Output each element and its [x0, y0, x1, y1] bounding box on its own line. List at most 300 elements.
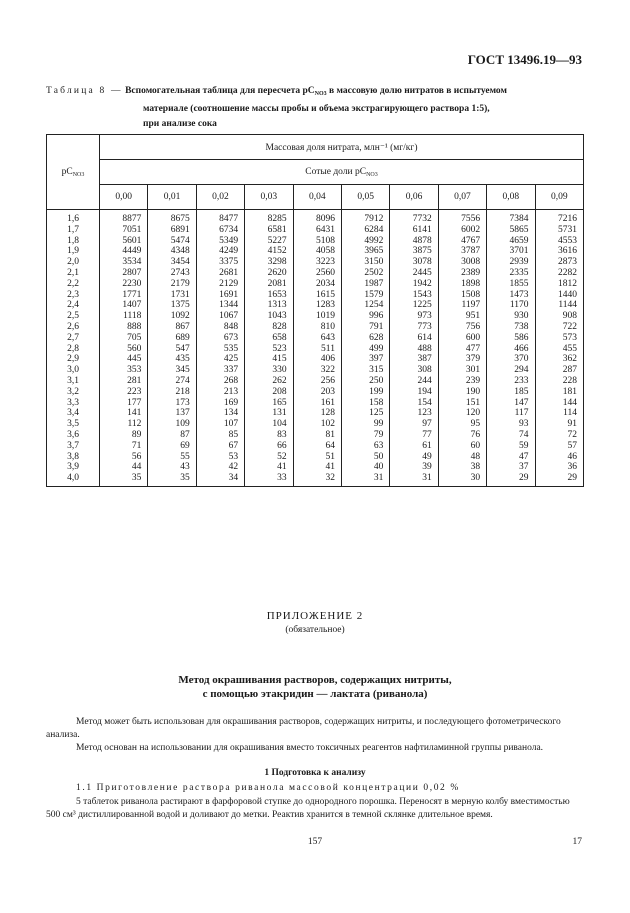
table-cell: 107: [196, 419, 244, 430]
table-cell: 244: [390, 376, 438, 387]
table-cell: 71: [100, 441, 148, 452]
caption-sub: NO: [314, 91, 324, 97]
table-cell: 74: [487, 430, 535, 441]
table-cell: 36: [535, 462, 583, 473]
table-cell: 511: [293, 344, 341, 355]
table-cell: 268: [196, 376, 244, 387]
table-cell: 722: [535, 322, 583, 333]
table-cell: 315: [341, 365, 389, 376]
table-cell: 322: [293, 365, 341, 376]
column-header: 0,01: [148, 185, 196, 210]
table-cell: 199: [341, 387, 389, 398]
table-row: [47, 354, 584, 365]
table-cell: 77: [390, 430, 438, 441]
table-cell: 1197: [438, 300, 486, 311]
page-number: 157: [307, 837, 323, 847]
sheet-number: 17: [572, 837, 582, 847]
table-cell: 56: [100, 452, 148, 463]
table-cell: 87: [148, 430, 196, 441]
row-pc-value: 2,7: [47, 333, 100, 344]
table-cell: 173: [148, 398, 196, 409]
table-cell: 888: [100, 322, 148, 333]
table-cell: 3787: [438, 246, 486, 257]
table-cell: 250: [341, 376, 389, 387]
table-cell: 158: [341, 398, 389, 409]
caption-title-2: в массовую долю нитратов в испытуемом: [326, 86, 507, 96]
table-cell: 213: [196, 387, 244, 398]
table-cell: 600: [438, 333, 486, 344]
table-cell: 34: [196, 473, 244, 486]
table-cell: 828: [245, 322, 293, 333]
table-cell: 165: [245, 398, 293, 409]
table-cell: 2335: [487, 268, 535, 279]
table-cell: 1375: [148, 300, 196, 311]
appendix-title: ПРИЛОЖЕНИЕ 2: [266, 610, 364, 622]
table-cell: 85: [196, 430, 244, 441]
table-cell: 2873: [535, 257, 583, 268]
table-cell: 1092: [148, 311, 196, 322]
table-cell: 6734: [196, 225, 244, 236]
table-cell: 3375: [196, 257, 244, 268]
table-cell: 2620: [245, 268, 293, 279]
table-cell: 8285: [245, 210, 293, 225]
table-cell: 1653: [245, 290, 293, 301]
table-cell: 102: [293, 419, 341, 430]
table-cell: 3616: [535, 246, 583, 257]
row-pc-value: 2,2: [47, 279, 100, 290]
table-cell: 109: [148, 419, 196, 430]
table-cell: 37: [487, 462, 535, 473]
table-cell: 123: [390, 408, 438, 419]
table-cell: 973: [390, 311, 438, 322]
table-cell: 294: [487, 365, 535, 376]
table-cell: 274: [148, 376, 196, 387]
table-row: [47, 236, 584, 247]
table-cell: 397: [341, 354, 389, 365]
table-row: [47, 257, 584, 268]
row-pc-value: 3,0: [47, 365, 100, 376]
table-row: [47, 398, 584, 409]
table-cell: 76: [438, 430, 486, 441]
table-cell: 8096: [293, 210, 341, 225]
table-row: [47, 408, 584, 419]
table-cell: 560: [100, 344, 148, 355]
table-row: [47, 430, 584, 441]
table-cell: 1118: [100, 311, 148, 322]
table-cell: 181: [535, 387, 583, 398]
table-cell: 1812: [535, 279, 583, 290]
column-header: 0,04: [293, 185, 341, 210]
table-cell: 330: [245, 365, 293, 376]
table-cell: 337: [196, 365, 244, 376]
table-cell: 60: [438, 441, 486, 452]
table-cell: 281: [100, 376, 148, 387]
table-cell: 35: [100, 473, 148, 486]
table-cell: 117: [487, 408, 535, 419]
table-cell: 1731: [148, 290, 196, 301]
caption-title-1: Вспомогательная таблица для пересчета pC: [125, 86, 315, 96]
table-cell: 425: [196, 354, 244, 365]
paragraph-3: 5 таблеток риванола растирают в фарфоровой ступке до однородного порошка. Переносят в мерную колбу вместимостью 500 см³ дистиллированной водой и доливают до метки. Реактив хранится в темной склянке длительное время.: [46, 797, 570, 820]
table-cell: 6581: [245, 225, 293, 236]
table-cell: 114: [535, 408, 583, 419]
table-cell: 951: [438, 311, 486, 322]
conversion-table: [46, 134, 584, 487]
table-cell: 1170: [487, 300, 535, 311]
table-cell: 3150: [341, 257, 389, 268]
table-cell: 2807: [100, 268, 148, 279]
table-cell: 233: [487, 376, 535, 387]
table-cell: 6002: [438, 225, 486, 236]
table-cell: 586: [487, 333, 535, 344]
table-cell: 2129: [196, 279, 244, 290]
table-cell: 46: [535, 452, 583, 463]
table-cell: 7556: [438, 210, 486, 225]
table-cell: 2034: [293, 279, 341, 290]
table-cell: 147: [487, 398, 535, 409]
row-pc-value: 2,6: [47, 322, 100, 333]
table-cell: 43: [148, 462, 196, 473]
table-cell: 4553: [535, 236, 583, 247]
table-cell: 867: [148, 322, 196, 333]
table-cell: 38: [438, 462, 486, 473]
table-cell: 756: [438, 322, 486, 333]
table-cell: 169: [196, 398, 244, 409]
table-cell: 301: [438, 365, 486, 376]
section-1-heading: 1 Подготовка к анализу: [264, 768, 366, 778]
row-pc-value: 4,0: [47, 473, 100, 486]
table-cell: 1771: [100, 290, 148, 301]
table-cell: 2445: [390, 268, 438, 279]
table-cell: 7732: [390, 210, 438, 225]
table-cell: 161: [293, 398, 341, 409]
caption-lead: Таблица 8 —: [46, 86, 123, 96]
table-cell: 930: [487, 311, 535, 322]
row-pc-value: 3,9: [47, 462, 100, 473]
table-cell: 6431: [293, 225, 341, 236]
table-cell: 1440: [535, 290, 583, 301]
table-cell: 190: [438, 387, 486, 398]
table-cell: 7216: [535, 210, 583, 225]
table-cell: 79: [341, 430, 389, 441]
table-cell: 2681: [196, 268, 244, 279]
table-cell: 1313: [245, 300, 293, 311]
table-cell: 57: [535, 441, 583, 452]
table-cell: 63: [341, 441, 389, 452]
table-row: [47, 419, 584, 430]
table-cell: 223: [100, 387, 148, 398]
table-cell: 3701: [487, 246, 535, 257]
table-cell: 53: [196, 452, 244, 463]
table-cell: 791: [341, 322, 389, 333]
table-cell: 1543: [390, 290, 438, 301]
table-cell: 1144: [535, 300, 583, 311]
table-row: [47, 387, 584, 398]
table-cell: 628: [341, 333, 389, 344]
table-cell: 1987: [341, 279, 389, 290]
row-pc-value: 3,4: [47, 408, 100, 419]
table-row: [47, 268, 584, 279]
row-header: $pC_{NO3}$: [47, 135, 100, 210]
table-cell: 435: [148, 354, 196, 365]
table-cell: 218: [148, 387, 196, 398]
table-cell: 1043: [245, 311, 293, 322]
table-cell: 154: [390, 398, 438, 409]
table-cell: 4152: [245, 246, 293, 257]
table-cell: 93: [487, 419, 535, 430]
table-row: [47, 210, 584, 225]
row-pc-value: 3,3: [47, 398, 100, 409]
table-cell: 48: [438, 452, 486, 463]
row-pc-value: 2,0: [47, 257, 100, 268]
paragraph-2: Метод основан на использовании для окрашивания вместо токсичных реагентов нафтиламинной группы риванола.: [76, 743, 544, 753]
table-cell: 8477: [196, 210, 244, 225]
table-cell: 445: [100, 354, 148, 365]
column-header: 0,08: [487, 185, 535, 210]
table-cell: 406: [293, 354, 341, 365]
table-cell: 2389: [438, 268, 486, 279]
row-pc-value: 2,8: [47, 344, 100, 355]
table-cell: 104: [245, 419, 293, 430]
sub-header: Сотые доли $pC_{NO3}$: [100, 160, 584, 185]
table-cell: 4878: [390, 236, 438, 247]
table-cell: 35: [148, 473, 196, 486]
table-cell: 4659: [487, 236, 535, 247]
row-pc-value: 1,6: [47, 210, 100, 225]
row-pc-value: 3,7: [47, 441, 100, 452]
table-cell: 4058: [293, 246, 341, 257]
table-cell: 2743: [148, 268, 196, 279]
table-cell: 125: [341, 408, 389, 419]
table-row: [47, 452, 584, 463]
table-cell: 5474: [148, 236, 196, 247]
table-cell: 2081: [245, 279, 293, 290]
table-cell: 1225: [390, 300, 438, 311]
table-cell: 144: [535, 398, 583, 409]
table-cell: 39: [390, 462, 438, 473]
table-cell: 2230: [100, 279, 148, 290]
table-cell: 49: [390, 452, 438, 463]
table-cell: 3223: [293, 257, 341, 268]
column-header: 0,07: [438, 185, 486, 210]
table-cell: 7051: [100, 225, 148, 236]
table-cell: 69: [148, 441, 196, 452]
table-cell: 3008: [438, 257, 486, 268]
table-row: [47, 246, 584, 257]
table-cell: 208: [245, 387, 293, 398]
table-row: [47, 300, 584, 311]
table-cell: 353: [100, 365, 148, 376]
appendix-subtitle: (обязательное): [285, 625, 345, 635]
document-code: ГОСТ 13496.19—93: [467, 52, 582, 67]
table-cell: 499: [341, 344, 389, 355]
table-cell: 643: [293, 333, 341, 344]
table-cell: 131: [245, 408, 293, 419]
table-cell: 6141: [390, 225, 438, 236]
table-cell: 1067: [196, 311, 244, 322]
table-cell: 3298: [245, 257, 293, 268]
subsection-1-1: 1.1 Приготовление раствора риванола массовой концентрации 0,02 %: [76, 783, 460, 793]
table-cell: 41: [293, 462, 341, 473]
table-cell: 91: [535, 419, 583, 430]
method-title-line-1: Метод окрашивания растворов, содержащих нитриты,: [178, 674, 452, 686]
table-cell: 614: [390, 333, 438, 344]
table-cell: 689: [148, 333, 196, 344]
table-cell: 466: [487, 344, 535, 355]
table-cell: 415: [245, 354, 293, 365]
row-pc-value: 3,2: [47, 387, 100, 398]
table-cell: 287: [535, 365, 583, 376]
column-header: 0,02: [196, 185, 244, 210]
table-cell: 7912: [341, 210, 389, 225]
table-cell: 1579: [341, 290, 389, 301]
table-cell: 31: [341, 473, 389, 486]
row-pc-value: 2,5: [47, 311, 100, 322]
table-cell: 705: [100, 333, 148, 344]
row-pc-value: 3,8: [47, 452, 100, 463]
table-cell: 99: [341, 419, 389, 430]
table-cell: 137: [148, 408, 196, 419]
table-cell: 256: [293, 376, 341, 387]
row-pc-value: 1,8: [47, 236, 100, 247]
table-row: [47, 225, 584, 236]
table-cell: 1407: [100, 300, 148, 311]
table-cell: 50: [341, 452, 389, 463]
table-cell: 31: [390, 473, 438, 486]
row-pc-value: 2,1: [47, 268, 100, 279]
column-header: 0,05: [341, 185, 389, 210]
table-row: [47, 344, 584, 355]
table-cell: 379: [438, 354, 486, 365]
table-cell: 8675: [148, 210, 196, 225]
column-header: 0,03: [245, 185, 293, 210]
table-cell: 5731: [535, 225, 583, 236]
table-cell: 3454: [148, 257, 196, 268]
table-cell: 1019: [293, 311, 341, 322]
method-title: [0, 673, 630, 701]
table-cell: 5865: [487, 225, 535, 236]
caption-line-2: материале (соотношение массы пробы и объема экстрагирующего раствора 1:5),: [143, 104, 490, 114]
method-title-line-2: с помощью этакридин — лактата (риванола): [202, 688, 428, 700]
table-cell: 455: [535, 344, 583, 355]
caption-line-3: при анализе сока: [143, 119, 217, 129]
table-cell: 5108: [293, 236, 341, 247]
table-cell: 673: [196, 333, 244, 344]
table-cell: 120: [438, 408, 486, 419]
table-cell: 95: [438, 419, 486, 430]
table-cell: 387: [390, 354, 438, 365]
table-row: [47, 462, 584, 473]
table-cell: 3078: [390, 257, 438, 268]
table-cell: 362: [535, 354, 583, 365]
row-pc-value: 2,9: [47, 354, 100, 365]
table-cell: 203: [293, 387, 341, 398]
table-cell: 488: [390, 344, 438, 355]
table-cell: 370: [487, 354, 535, 365]
table-cell: 177: [100, 398, 148, 409]
paragraph-1: Метод может быть использован для окрашивания растворов, содержащих нитриты, и последующего фотометрического анализа.: [46, 717, 561, 740]
table-cell: 848: [196, 322, 244, 333]
table-cell: 345: [148, 365, 196, 376]
table-cell: 547: [148, 344, 196, 355]
table-cell: 1283: [293, 300, 341, 311]
table-cell: 42: [196, 462, 244, 473]
table-cell: 535: [196, 344, 244, 355]
table-cell: 3965: [341, 246, 389, 257]
table-cell: 908: [535, 311, 583, 322]
column-header: 0,00: [100, 185, 148, 210]
table-cell: 72: [535, 430, 583, 441]
table-cell: 81: [293, 430, 341, 441]
table-cell: 40: [341, 462, 389, 473]
table-cell: 3875: [390, 246, 438, 257]
table-cell: 1855: [487, 279, 535, 290]
table-row: [47, 333, 584, 344]
main-header: Массовая доля нитрата, млн⁻¹ (мг/кг): [100, 135, 584, 160]
table-cell: 33: [245, 473, 293, 486]
table-cell: 41: [245, 462, 293, 473]
table-cell: 1615: [293, 290, 341, 301]
table-cell: 996: [341, 311, 389, 322]
table-cell: 1691: [196, 290, 244, 301]
table-cell: 112: [100, 419, 148, 430]
row-pc-value: 1,9: [47, 246, 100, 257]
table-cell: 1344: [196, 300, 244, 311]
table-cell: 3534: [100, 257, 148, 268]
table-cell: 5349: [196, 236, 244, 247]
table-cell: 523: [245, 344, 293, 355]
table-row: [47, 473, 584, 486]
table-cell: 773: [390, 322, 438, 333]
row-pc-value: 3,1: [47, 376, 100, 387]
table-cell: 194: [390, 387, 438, 398]
table-cell: 2560: [293, 268, 341, 279]
table-cell: 89: [100, 430, 148, 441]
table-cell: 66: [245, 441, 293, 452]
table-cell: 30: [438, 473, 486, 486]
table-cell: 4348: [148, 246, 196, 257]
row-pc-value: 2,4: [47, 300, 100, 311]
table-cell: 2179: [148, 279, 196, 290]
table-cell: 1942: [390, 279, 438, 290]
table-cell: 4249: [196, 246, 244, 257]
table-cell: 1508: [438, 290, 486, 301]
table-cell: 32: [293, 473, 341, 486]
table-cell: 55: [148, 452, 196, 463]
table-cell: 134: [196, 408, 244, 419]
table-row: [47, 376, 584, 387]
table-cell: 1898: [438, 279, 486, 290]
table-cell: 51: [293, 452, 341, 463]
caption-sub2: 3: [323, 91, 327, 97]
table-cell: 61: [390, 441, 438, 452]
table-cell: 4767: [438, 236, 486, 247]
table-cell: 810: [293, 322, 341, 333]
table-cell: 239: [438, 376, 486, 387]
table-cell: 47: [487, 452, 535, 463]
table-row: [47, 365, 584, 376]
table-row: [47, 322, 584, 333]
row-pc-value: 3,5: [47, 419, 100, 430]
row-pc-value: 2,3: [47, 290, 100, 301]
table-cell: 151: [438, 398, 486, 409]
table-cell: 2282: [535, 268, 583, 279]
column-header: 0,06: [390, 185, 438, 210]
table-cell: 228: [535, 376, 583, 387]
table-cell: 8877: [100, 210, 148, 225]
table-cell: 29: [487, 473, 535, 486]
table-cell: 5601: [100, 236, 148, 247]
